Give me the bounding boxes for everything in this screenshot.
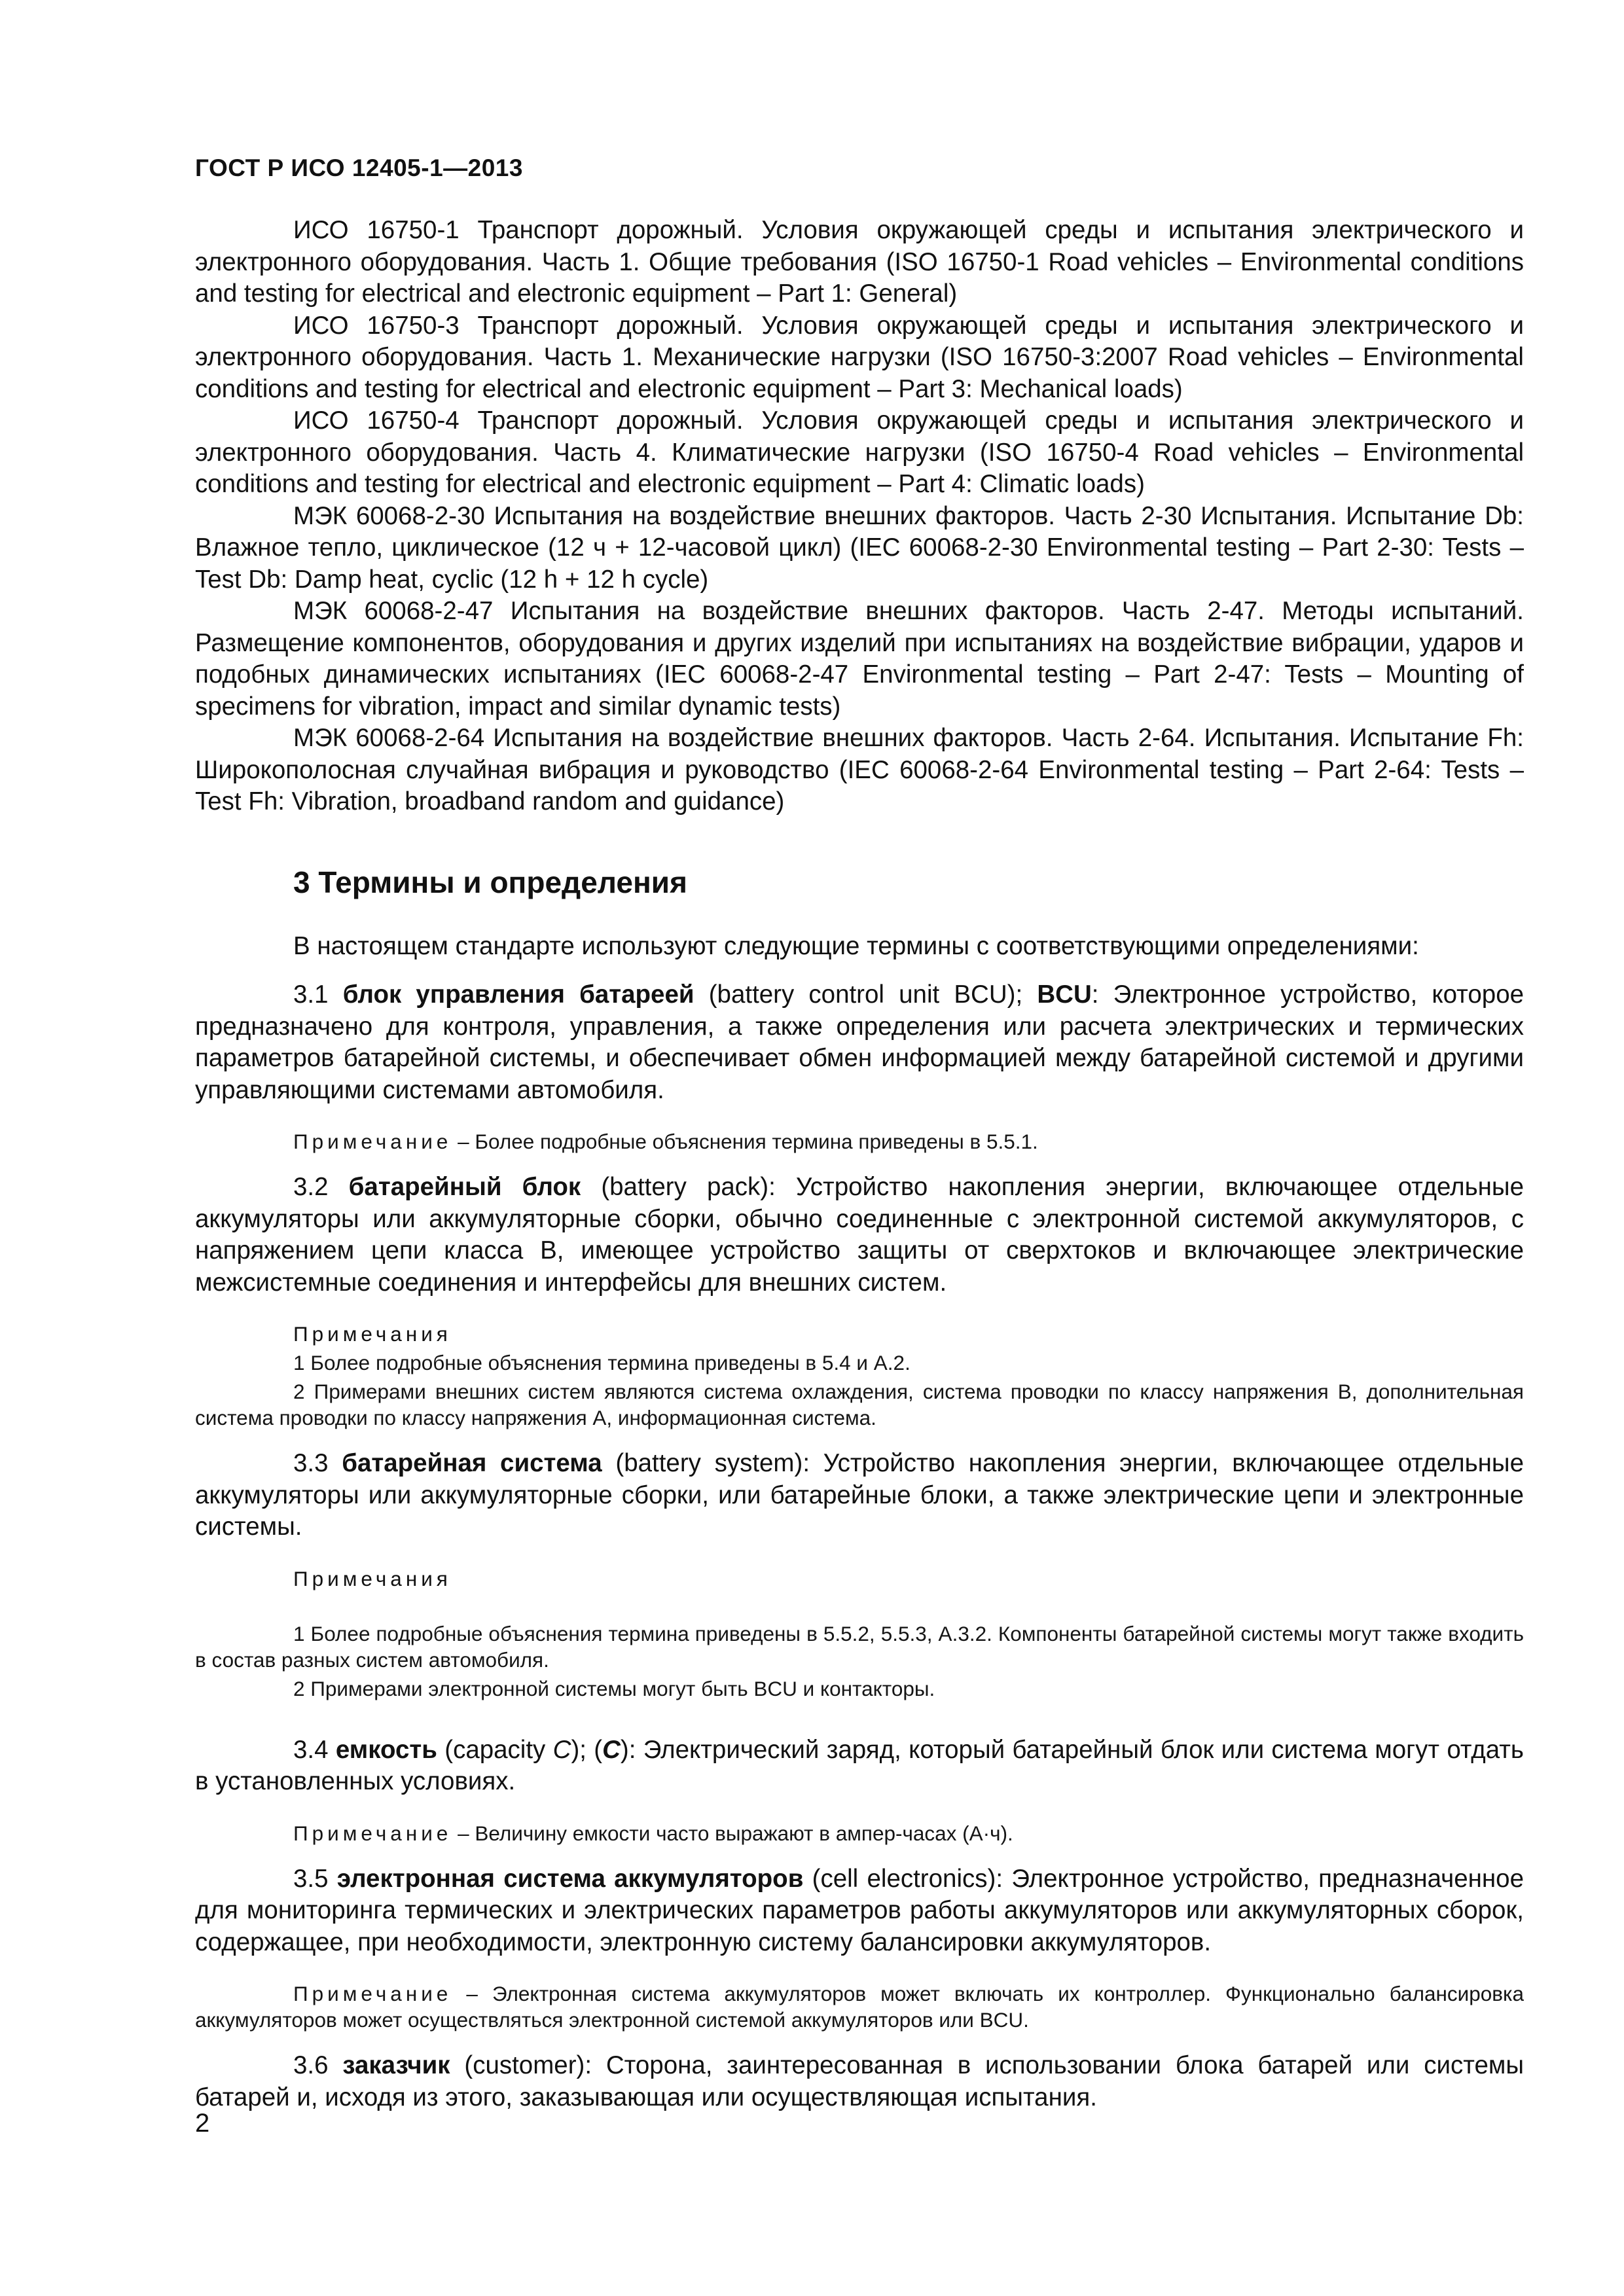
term-name: батарейный блок <box>348 1173 581 1201</box>
term-text: (battery system): Устройство накопления энергии, включающее отдельные аккумуляторы или аккумуляторные сборки, или батарейные блоки, а также электрические цепи и электронные системы. <box>195 1449 1524 1541</box>
document-header: ГОСТ Р ИСО 12405-1—2013 <box>195 154 523 181</box>
note-item: 2 Примерами электронной системы могут быть BCU и контакторы. <box>293 1676 935 1700</box>
term-text: : Электронное устройство, которое предназначено для контроля, управления, а также определения или расчета электрических и термических параметров батарейной системы, и обеспечивает обмен информацией между батарейной системой и другими управляющими системами автомобиля. <box>195 980 1525 1104</box>
term-text: (battery pack): Устройство накопления энергии, включающее отдельные аккумуляторы или аккумуляторные сборки, обычно соединенные с электронной системой аккумуляторов, с напряжением цепи класса В, имеющее устройство защиты от сверхтоков и включающее электрические межсистемные соединения и интерфейсы для внешних систем. <box>195 1173 1525 1297</box>
section-intro: В настоящем стандарте используют следующие термины с соответствующими определениями: <box>293 931 1419 960</box>
note-text: – Величину емкости часто выражают в ампер-часах (А·ч). <box>458 1821 1013 1845</box>
term-definition <box>195 2050 1524 2113</box>
term-definition <box>195 1172 1524 1299</box>
notes-heading: Примечания <box>293 1322 452 1346</box>
term-name: батарейная система <box>342 1449 602 1477</box>
term-text: (cell electronics): Электронное устройство, предназначенное для мониторинга термических и электрических параметров работы аккумуляторов или аккумуляторных сборок, содержащее, при необходимости, электронную систему балансировки аккумуляторов. <box>195 1864 1525 1956</box>
note-text: – Более подробные объяснения термина приведены в 5.5.1. <box>458 1130 1038 1153</box>
term-number: 3.4 <box>293 1735 329 1764</box>
term-name: электронная система аккумуляторов <box>336 1864 804 1893</box>
reference-item: ИСО 16750-1 Транспорт дорожный. Условия окружающей среды и испытания электрического и электронного оборудования. Часть 1. Общие требования (ISO 16750-1 Road vehicles – Environmental conditions and testing for electrical and electronic equipment – Part 1: General) <box>195 216 1524 308</box>
term-text: ): Электрический заряд, который батарейный блок или система могут отдать в установленных условиях. <box>195 1735 1524 1795</box>
term-name: емкость <box>335 1735 437 1764</box>
term-number: 3.3 <box>293 1449 329 1477</box>
note-label: Примечание <box>293 1821 452 1845</box>
term-number: 3.6 <box>293 2051 329 2079</box>
term-note <box>195 1820 1524 1846</box>
term-note <box>195 1981 1524 2033</box>
note-label: Примечание <box>293 1130 452 1153</box>
term-definition <box>195 1734 1524 1798</box>
page-content <box>195 215 1524 2113</box>
term-note <box>195 1128 1524 1155</box>
term-definition <box>195 1863 1524 1959</box>
term-number: 3.5 <box>293 1864 329 1893</box>
reference-item: ИСО 16750-3 Транспорт дорожный. Условия окружающей среды и испытания электрического и электронного оборудования. Часть 1. Механические нагрузки (ISO 16750-3:2007 Road vehicles – Environmental conditions and testing for electrical and electronic equipment – Part 3: Mechanical loads) <box>195 311 1524 403</box>
term-english: (battery control unit BCU); <box>708 980 1023 1009</box>
term-number: 3.1 <box>293 980 329 1009</box>
term-abbreviation: BCU <box>1037 980 1092 1009</box>
term-number: 3.2 <box>293 1173 329 1201</box>
note-item: 2 Примерами внешних систем являются система охлаждения, система проводки по классу напряжения В, дополнительная система проводки по классу напряжения А, информационная система. <box>195 1380 1524 1429</box>
note-item: 1 Более подробные объяснения термина приведены в 5.5.2, 5.5.3, А.3.2. Компоненты батарейной системы могут также входить в состав разных систем автомобиля. <box>195 1621 1524 1672</box>
reference-item: ИСО 16750-4 Транспорт дорожный. Условия окружающей среды и испытания электрического и электронного оборудования. Часть 4. Климатические нагрузки (ISO 16750-4 Road vehicles – Environmental conditions and testing for electrical and electronic equipment – Part 4: Climatic loads) <box>195 406 1524 498</box>
note-label: Примечание <box>293 1982 452 2005</box>
term-english: (capacity <box>444 1735 546 1764</box>
term-name: блок управления батареей <box>342 980 695 1009</box>
reference-item: МЭК 60068-2-64 Испытания на воздействие внешних факторов. Часть 2-64. Испытания. Испытание Fh: Широкополосная случайная вибрация и руководство (IEC 60068-2-64 Environmental testing – Part 2-64: Tests – Test Fh: Vibration, broadband random and guidance) <box>195 724 1524 816</box>
term-separator: ); ( <box>571 1735 603 1764</box>
term-name: заказчик <box>342 2051 450 2079</box>
term-text: (customer): Сторона, заинтересованная в использовании блока батарей или системы батарей и, исходя из этого, заказывающая или осуществляющая испытания. <box>195 2051 1524 2111</box>
page-number: 2 <box>195 2109 210 2138</box>
term-symbol: C <box>552 1735 571 1764</box>
notes-heading: Примечания <box>293 1566 452 1590</box>
note-text: – Электронная система аккумуляторов может включать их контроллер. Функционально балансировка аккумуляторов может осуществляться электронной системой аккумуляторов или BCU. <box>195 1982 1524 2032</box>
term-definition <box>195 1448 1524 1543</box>
reference-item: МЭК 60068-2-47 Испытания на воздействие внешних факторов. Часть 2-47. Методы испытаний. Размещение компонентов, оборудования и других изделий при испытаниях на воздействие вибрации, ударов и подобных динамических испытаниях (IEC 60068-2-47 Environmental testing – Part 2-47: Tests – Mounting of specimens for vibration, impact and similar dynamic tests) <box>195 597 1524 721</box>
reference-item: МЭК 60068-2-30 Испытания на воздействие внешних факторов. Часть 2-30 Испытания. Испытание Db: Влажное тепло, циклическое (12 ч + 12-часовой цикл) (IEC 60068-2-30 Environmental testing – Part 2-30: Tests – Test Db: Damp heat, cyclic (12 h + 12 h cycle) <box>195 501 1524 594</box>
section-title: 3 Термины и определения <box>293 865 687 899</box>
note-item: 1 Более подробные объяснения термина приведены в 5.4 и А.2. <box>293 1351 911 1374</box>
term-symbol-bold: C <box>602 1735 621 1764</box>
term-definition <box>195 979 1524 1106</box>
